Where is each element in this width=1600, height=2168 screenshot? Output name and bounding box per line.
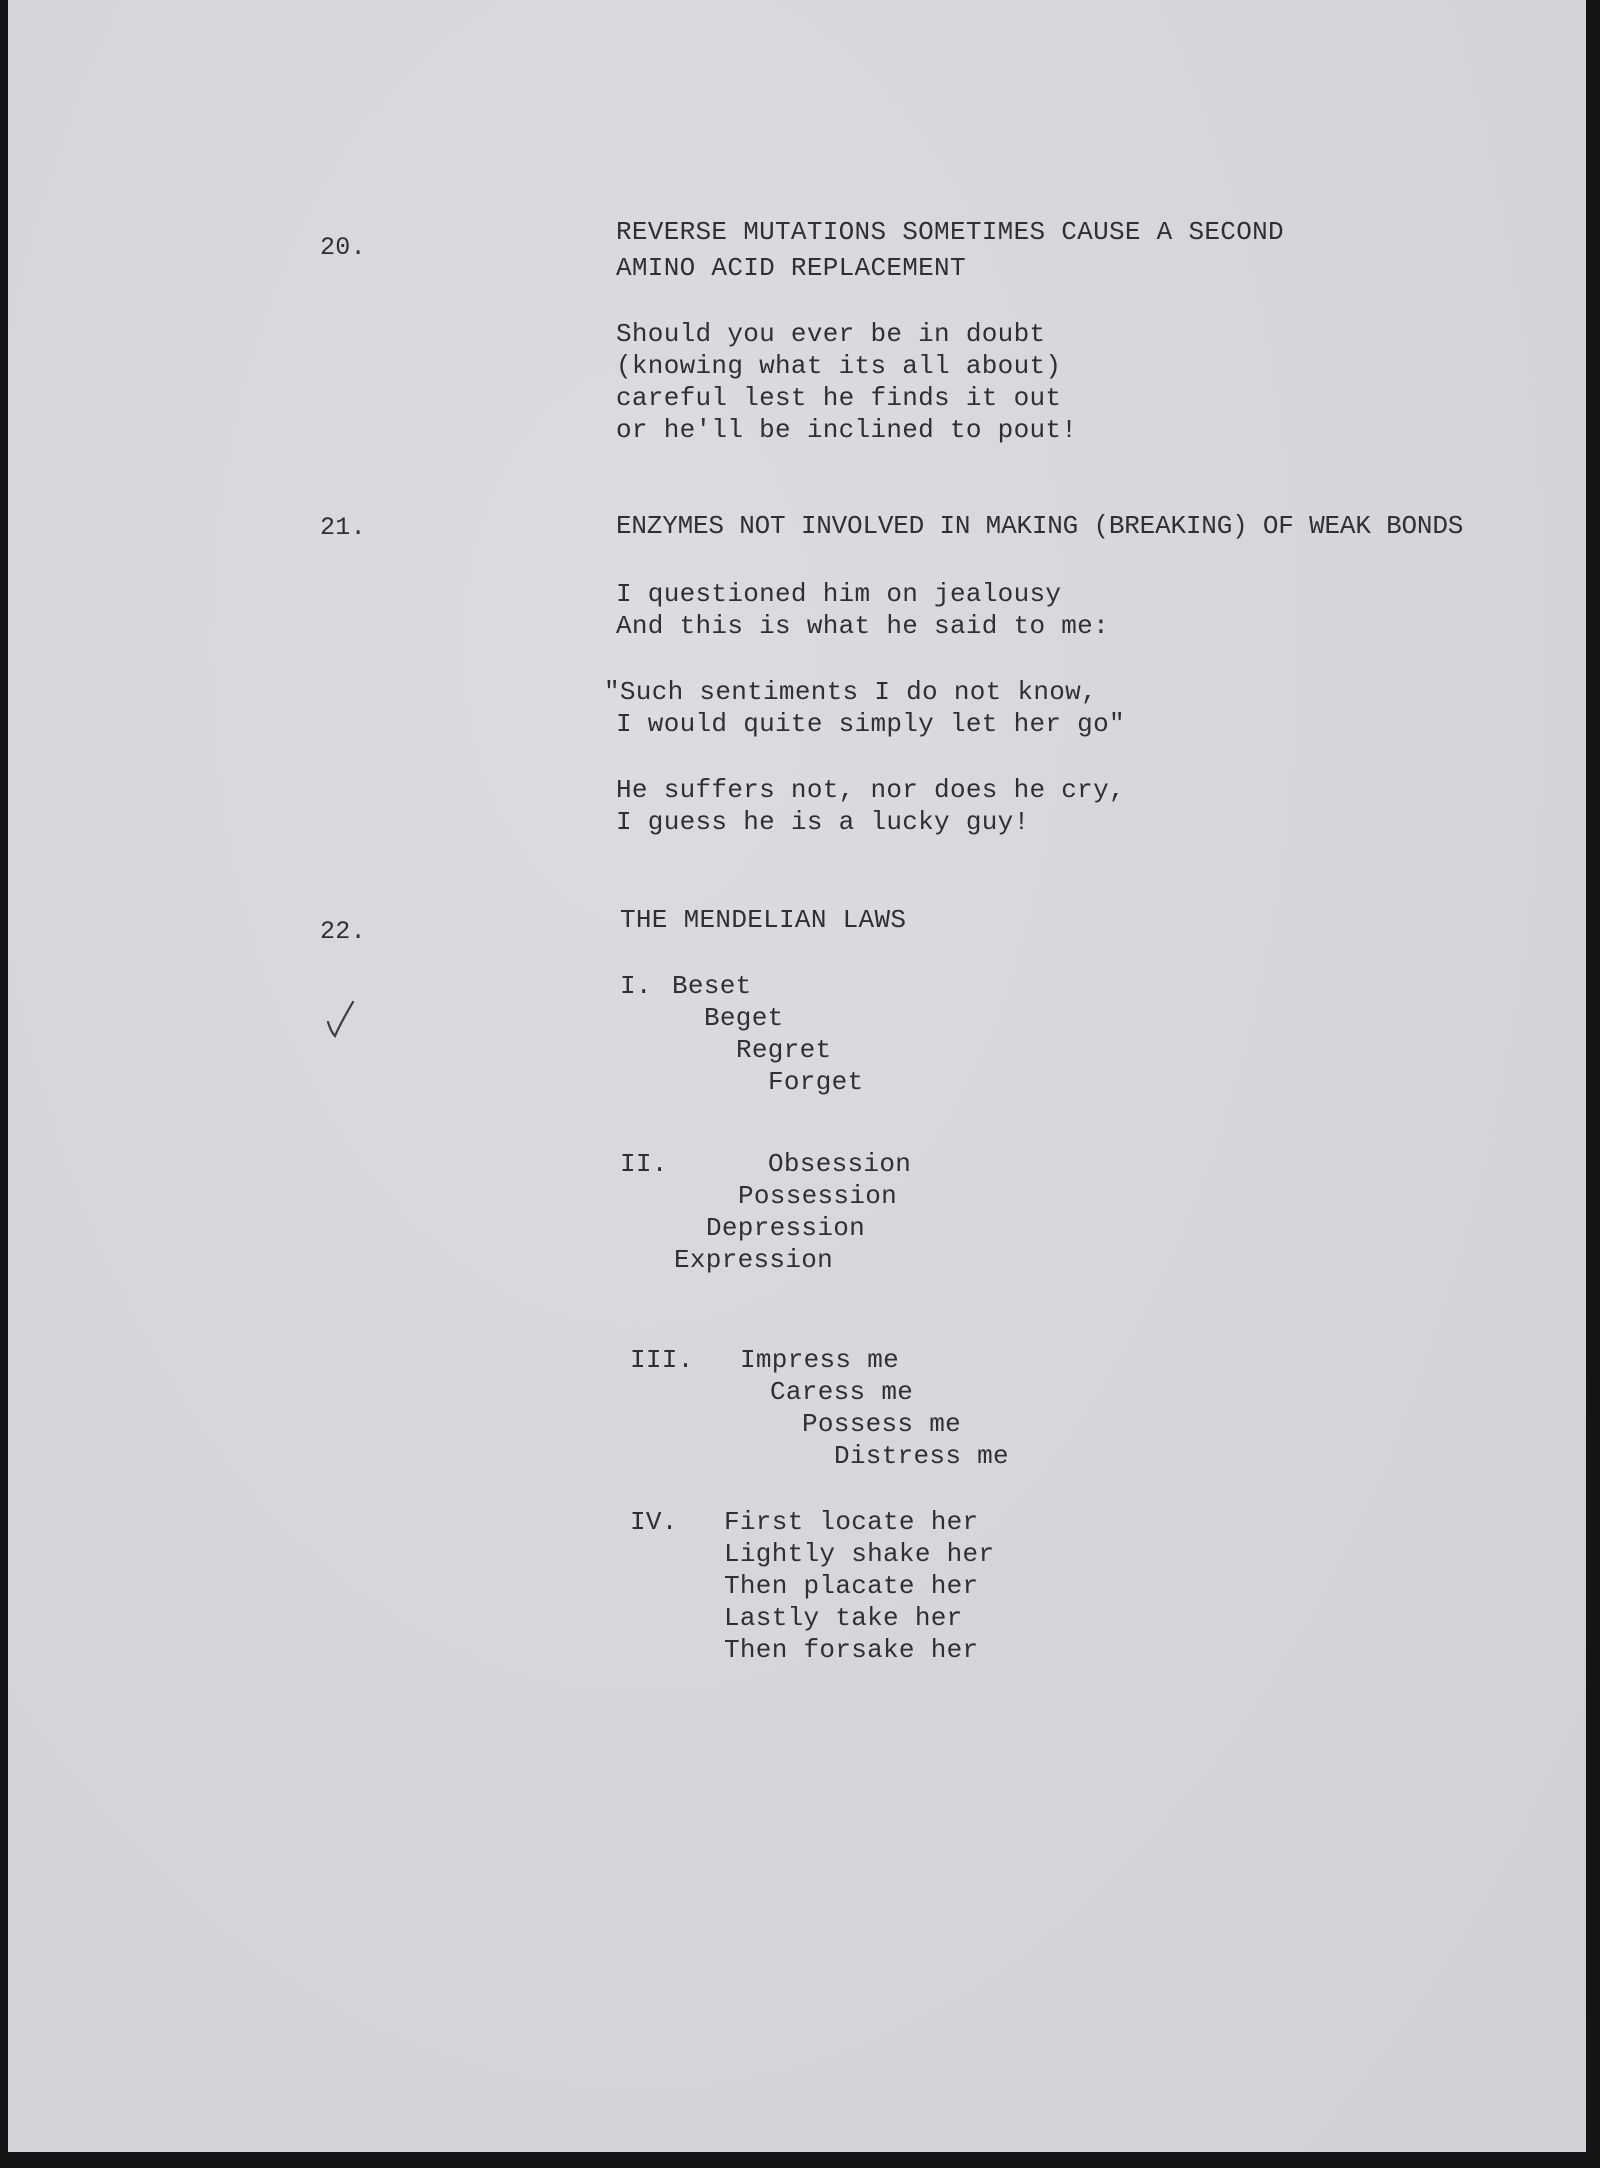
section-number: 20. [320, 233, 366, 262]
poem-line: I guess he is a lucky guy! [616, 807, 1030, 837]
poem-line: (knowing what its all about) [616, 351, 1062, 381]
section-number: 22. [320, 917, 366, 946]
law-line: Beget [704, 1003, 784, 1033]
law-numeral: III. [630, 1345, 694, 1375]
law-line: Distress me [834, 1441, 1009, 1471]
check-mark-icon [326, 1000, 356, 1040]
law-line: Then forsake her [724, 1635, 979, 1665]
law-line: Lastly take her [724, 1603, 963, 1633]
paper-sheet [8, 0, 1586, 2152]
poem-line: He suffers not, nor does he cry, [616, 775, 1125, 805]
section-number: 21. [320, 513, 366, 542]
law-numeral: IV. [630, 1507, 678, 1537]
law-line: Depression [706, 1213, 866, 1243]
law-line: Forget [768, 1067, 864, 1097]
law-line: Impress me [740, 1345, 900, 1375]
poem-line: I would quite simply let her go" [616, 709, 1125, 739]
poem-line: And this is what he said to me: [616, 611, 1109, 641]
law-line: Obsession [768, 1149, 912, 1179]
poem-line: Should you ever be in doubt [616, 319, 1046, 349]
law-line: Beset [672, 971, 752, 1001]
law-line: Lightly shake her [724, 1539, 995, 1569]
law-numeral: II. [620, 1149, 668, 1179]
law-line: First locate her [724, 1507, 979, 1537]
poem-line: "Such sentiments I do not know, [604, 677, 1097, 707]
poem-line: careful lest he finds it out [616, 383, 1062, 413]
law-line: Then placate her [724, 1571, 979, 1601]
law-line: Possession [738, 1181, 898, 1211]
law-line: Caress me [770, 1377, 914, 1407]
poem-line: I questioned him on jealousy [616, 579, 1062, 609]
section-title: THE MENDELIAN LAWS [620, 905, 907, 935]
law-numeral: I. [620, 971, 652, 1001]
poem-line: or he'll be inclined to pout! [616, 415, 1078, 445]
section-title-line: ENZYMES NOT INVOLVED IN MAKING (BREAKING) OF WEAK BONDS [616, 511, 1464, 541]
section-title-line: REVERSE MUTATIONS SOMETIMES CAUSE A SECOND [616, 217, 1284, 247]
law-line: Regret [736, 1035, 832, 1065]
section-title-line: AMINO ACID REPLACEMENT [616, 253, 966, 283]
law-line: Expression [674, 1245, 834, 1275]
law-line: Possess me [802, 1409, 962, 1439]
